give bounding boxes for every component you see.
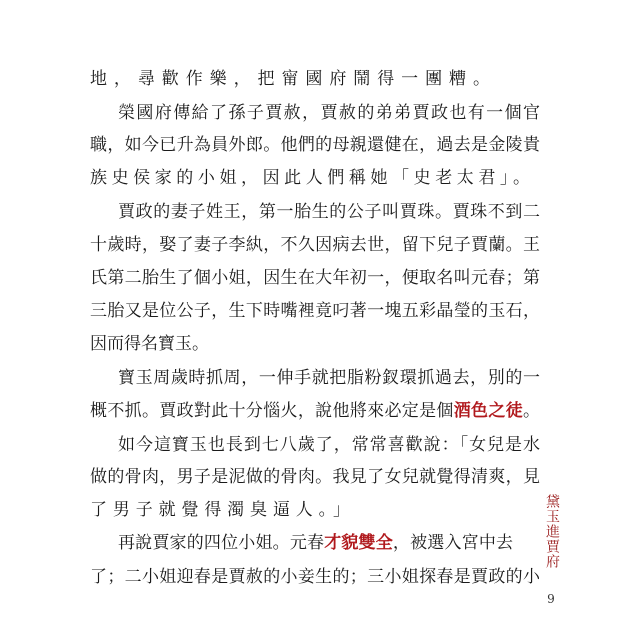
text-line: 如今這寶玉也長到七八歲了，常常喜歡說：「女兒是水 xyxy=(118,435,541,455)
text-line: 寶玉周歲時抓周，一伸手就把脂粉釵環抓過去，別的一 xyxy=(118,368,541,388)
page-number: 9 xyxy=(547,592,555,606)
text-line: 地，尋歡作樂，把甯國府鬧得一團糟。 xyxy=(90,69,497,89)
text-line: 再說賈家的四位小姐。元春才貌雙全，被選入宮中去 xyxy=(118,533,514,553)
text-line: 職，如今已升為員外郎。他們的母親還健在，過去是金陵貴 xyxy=(90,135,541,155)
text-line: 三胎又是位公子，生下時嘴裡竟叼著一塊五彩晶瑩的玉石， xyxy=(90,301,541,321)
text-line: 賈政的妻子姓王，第一胎生的公子叫賈珠。賈珠不到二 xyxy=(118,202,541,222)
text-line: 了男子就覺得濁臭逼人。」 xyxy=(90,500,356,520)
text-line: 榮國府傳給了孫子賈赦，賈赦的弟弟賈政也有一個官 xyxy=(118,103,542,123)
text-line: 了；二小姐迎春是賈赦的小妾生的；三小姐探春是賈政的小 xyxy=(90,567,541,587)
highlighted-phrase: 才貌雙全 xyxy=(324,533,393,553)
text-line: 做的骨肉，男子是泥做的骨肉。我見了女兒就覺得清爽，見 xyxy=(90,467,541,487)
text-line: 族史侯家的小姐，因此人們稱她「史老太君」。 xyxy=(90,168,535,188)
text-line: 氏第二胎生了個小姐，因生在大年初一，便取名叫元春；第 xyxy=(90,268,541,288)
chapter-side-title: 黛玉進賈府 xyxy=(544,494,560,569)
highlighted-phrase: 酒色之徒 xyxy=(453,401,524,421)
text-line: 十歲時，娶了妻子李紈，不久因病去世，留下兒子賈蘭。王 xyxy=(90,235,541,255)
text-line: 概不抓。賈政對此十分惱火，說他將來必定是個酒色之徒。 xyxy=(90,401,541,421)
text-line: 因而得名寶玉。 xyxy=(90,334,209,354)
